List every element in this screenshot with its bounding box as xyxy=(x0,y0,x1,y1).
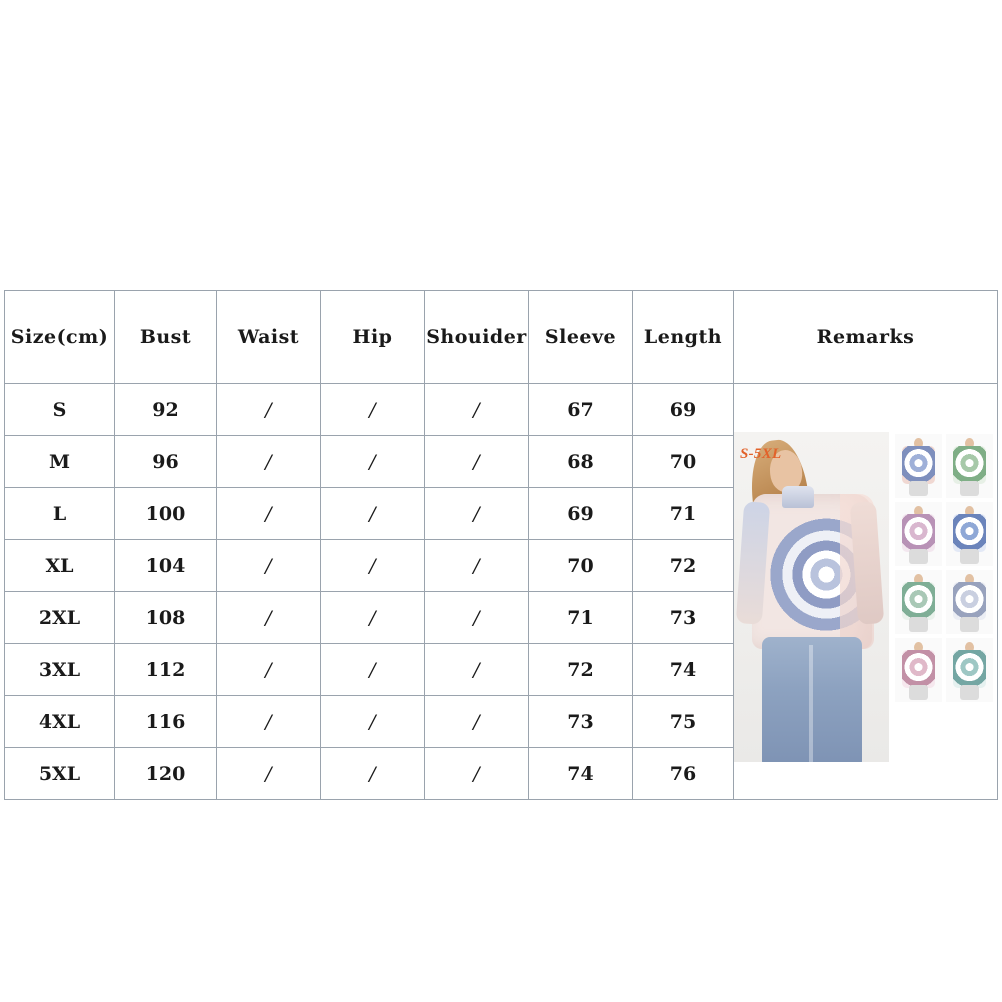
cell-bust: 104 xyxy=(115,540,217,592)
column-header-length: Length xyxy=(633,291,734,384)
cell-length: 71 xyxy=(633,488,734,540)
thumb-garment xyxy=(902,650,935,688)
cell-hip: / xyxy=(321,384,425,436)
thumb-garment xyxy=(902,514,935,552)
cell-waist: / xyxy=(217,644,321,696)
cell-sleeve: 70 xyxy=(529,540,633,592)
cell-shoulder: / xyxy=(425,488,529,540)
cell-length: 73 xyxy=(633,592,734,644)
cell-length: 69 xyxy=(633,384,734,436)
cell-hip: / xyxy=(321,592,425,644)
thumb-garment xyxy=(953,582,986,620)
table-row xyxy=(5,384,998,436)
cell-sleeve: 74 xyxy=(529,748,633,800)
cell-waist: / xyxy=(217,696,321,748)
cell-bust: 120 xyxy=(115,748,217,800)
table-body xyxy=(5,384,998,800)
cell-bust: 100 xyxy=(115,488,217,540)
cell-waist: / xyxy=(217,592,321,644)
variant-thumbnail xyxy=(895,502,942,566)
thumb-garment xyxy=(953,446,986,484)
cell-length: 76 xyxy=(633,748,734,800)
thumb-legs xyxy=(909,617,928,632)
cell-length: 74 xyxy=(633,644,734,696)
cell-waist: / xyxy=(217,488,321,540)
column-header-hip: Hip xyxy=(321,291,425,384)
cell-bust: 92 xyxy=(115,384,217,436)
cell-waist: / xyxy=(217,540,321,592)
cell-hip: / xyxy=(321,696,425,748)
cell-sleeve: 73 xyxy=(529,696,633,748)
cell-sleeve: 67 xyxy=(529,384,633,436)
thumb-garment xyxy=(953,514,986,552)
cell-bust: 112 xyxy=(115,644,217,696)
cell-sleeve: 72 xyxy=(529,644,633,696)
size-range-badge: S-5XL xyxy=(740,446,782,462)
column-header-remarks: Remarks xyxy=(734,291,998,384)
cell-sleeve: 71 xyxy=(529,592,633,644)
thumb-legs xyxy=(960,617,979,632)
thumb-legs xyxy=(909,549,928,564)
column-header-size: Size(cm) xyxy=(5,291,115,384)
cell-shoulder: / xyxy=(425,436,529,488)
model-photo xyxy=(734,432,889,762)
column-header-shoulder: Shouider xyxy=(425,291,529,384)
variant-thumbnail xyxy=(946,434,993,498)
cell-bust: 96 xyxy=(115,436,217,488)
cell-shoulder: / xyxy=(425,540,529,592)
cell-size: M xyxy=(5,436,115,488)
thumb-garment xyxy=(902,582,935,620)
cell-size: S xyxy=(5,384,115,436)
variant-thumbnail xyxy=(895,638,942,702)
cell-size: XL xyxy=(5,540,115,592)
thumb-legs xyxy=(960,685,979,700)
cell-shoulder: / xyxy=(425,696,529,748)
variant-thumbnail xyxy=(946,638,993,702)
column-header-sleeve: Sleeve xyxy=(529,291,633,384)
column-header-bust: Bust xyxy=(115,291,217,384)
variant-thumbnail xyxy=(946,570,993,634)
cell-bust: 108 xyxy=(115,592,217,644)
sweatshirt-collar xyxy=(782,486,814,508)
thumb-garment xyxy=(953,650,986,688)
cell-shoulder: / xyxy=(425,644,529,696)
cell-sleeve: 68 xyxy=(529,436,633,488)
cell-shoulder: / xyxy=(425,384,529,436)
cell-length: 75 xyxy=(633,696,734,748)
cell-hip: / xyxy=(321,540,425,592)
thumb-legs xyxy=(960,481,979,496)
cell-length: 70 xyxy=(633,436,734,488)
thumb-legs xyxy=(960,549,979,564)
cell-waist: / xyxy=(217,436,321,488)
color-variant-thumbnails xyxy=(895,434,993,702)
cell-sleeve: 69 xyxy=(529,488,633,540)
cell-hip: / xyxy=(321,644,425,696)
thumb-garment xyxy=(902,446,935,484)
header-row xyxy=(5,291,998,384)
cell-size: 3XL xyxy=(5,644,115,696)
cell-waist: / xyxy=(217,384,321,436)
cell-size: L xyxy=(5,488,115,540)
cell-bust: 116 xyxy=(115,696,217,748)
cell-hip: / xyxy=(321,436,425,488)
cell-waist: / xyxy=(217,748,321,800)
cell-size: 4XL xyxy=(5,696,115,748)
cell-remarks xyxy=(734,384,998,800)
size-chart-container xyxy=(4,290,997,800)
cell-hip: / xyxy=(321,488,425,540)
cell-hip: / xyxy=(321,748,425,800)
size-chart-table xyxy=(4,290,998,800)
model-jeans xyxy=(762,637,862,762)
cell-size: 5XL xyxy=(5,748,115,800)
thumb-legs xyxy=(909,685,928,700)
variant-thumbnail xyxy=(946,502,993,566)
cell-shoulder: / xyxy=(425,748,529,800)
remarks-content xyxy=(734,384,997,799)
thumb-legs xyxy=(909,481,928,496)
variant-thumbnail xyxy=(895,434,942,498)
cell-length: 72 xyxy=(633,540,734,592)
variant-thumbnail xyxy=(895,570,942,634)
table-header xyxy=(5,291,998,384)
cell-size: 2XL xyxy=(5,592,115,644)
cell-shoulder: / xyxy=(425,592,529,644)
column-header-waist: Waist xyxy=(217,291,321,384)
